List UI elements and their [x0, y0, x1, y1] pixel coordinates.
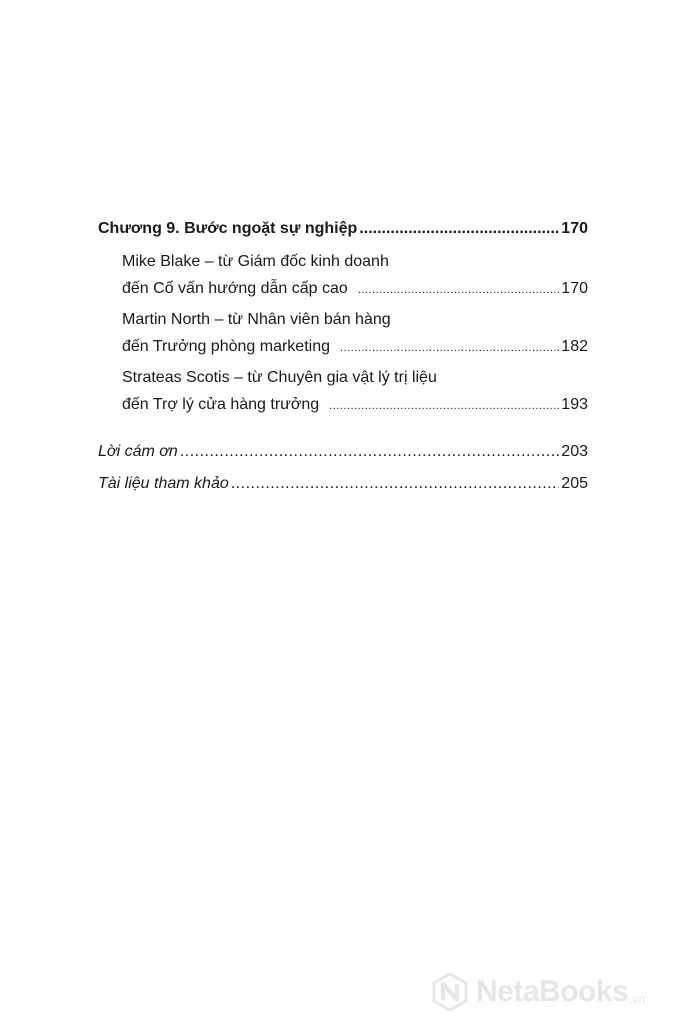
watermark-text: NetaBooks [476, 975, 629, 1008]
section-title: Lời cám ơn [98, 443, 178, 460]
toc-entry-strateas-scotis[interactable] [122, 364, 588, 418]
entry-title-line2: đến Trợ lý cửa hàng trưởng [122, 396, 320, 413]
entry-title-line1: Mike Blake – từ Giám đốc kinh doanh [122, 253, 389, 270]
watermark-suffix: .vn [629, 992, 646, 1006]
toc-entry-mike-blake[interactable] [122, 248, 588, 302]
page-number: 170 [561, 220, 588, 237]
dot-leader [340, 335, 559, 362]
dot-leader [231, 468, 560, 500]
entry-title-line1: Strateas Scotis – từ Chuyên gia vật lý trị liệu [122, 369, 437, 386]
entry-title-line2: đến Trưởng phòng marketing [122, 338, 330, 355]
netabooks-watermark [430, 972, 645, 1012]
chapter-title: Chương 9. Bước ngoặt sự nghiệp [98, 220, 358, 237]
toc-chapter-9[interactable] [98, 214, 588, 244]
dot-leader [180, 436, 559, 468]
page-number: 203 [561, 443, 588, 460]
table-of-contents [98, 214, 588, 500]
toc-section-references[interactable] [98, 468, 588, 500]
dot-leader [359, 214, 559, 244]
page-number: 182 [561, 338, 588, 355]
entry-title-line1: Martin North – từ Nhân viên bán hàng [122, 311, 391, 328]
page-number: 205 [561, 475, 588, 492]
page-number: 193 [561, 396, 588, 413]
entry-title-line2: đến Cố vấn hướng dẫn cấp cao [122, 280, 348, 297]
section-title: Tài liệu tham khảo [98, 475, 229, 492]
page-number: 170 [561, 280, 588, 297]
toc-entry-martin-north[interactable] [122, 306, 588, 360]
toc-section-acknowledgements[interactable] [98, 436, 588, 468]
netabooks-logo-icon [430, 972, 470, 1012]
dot-leader [329, 393, 559, 420]
dot-leader [358, 277, 559, 304]
